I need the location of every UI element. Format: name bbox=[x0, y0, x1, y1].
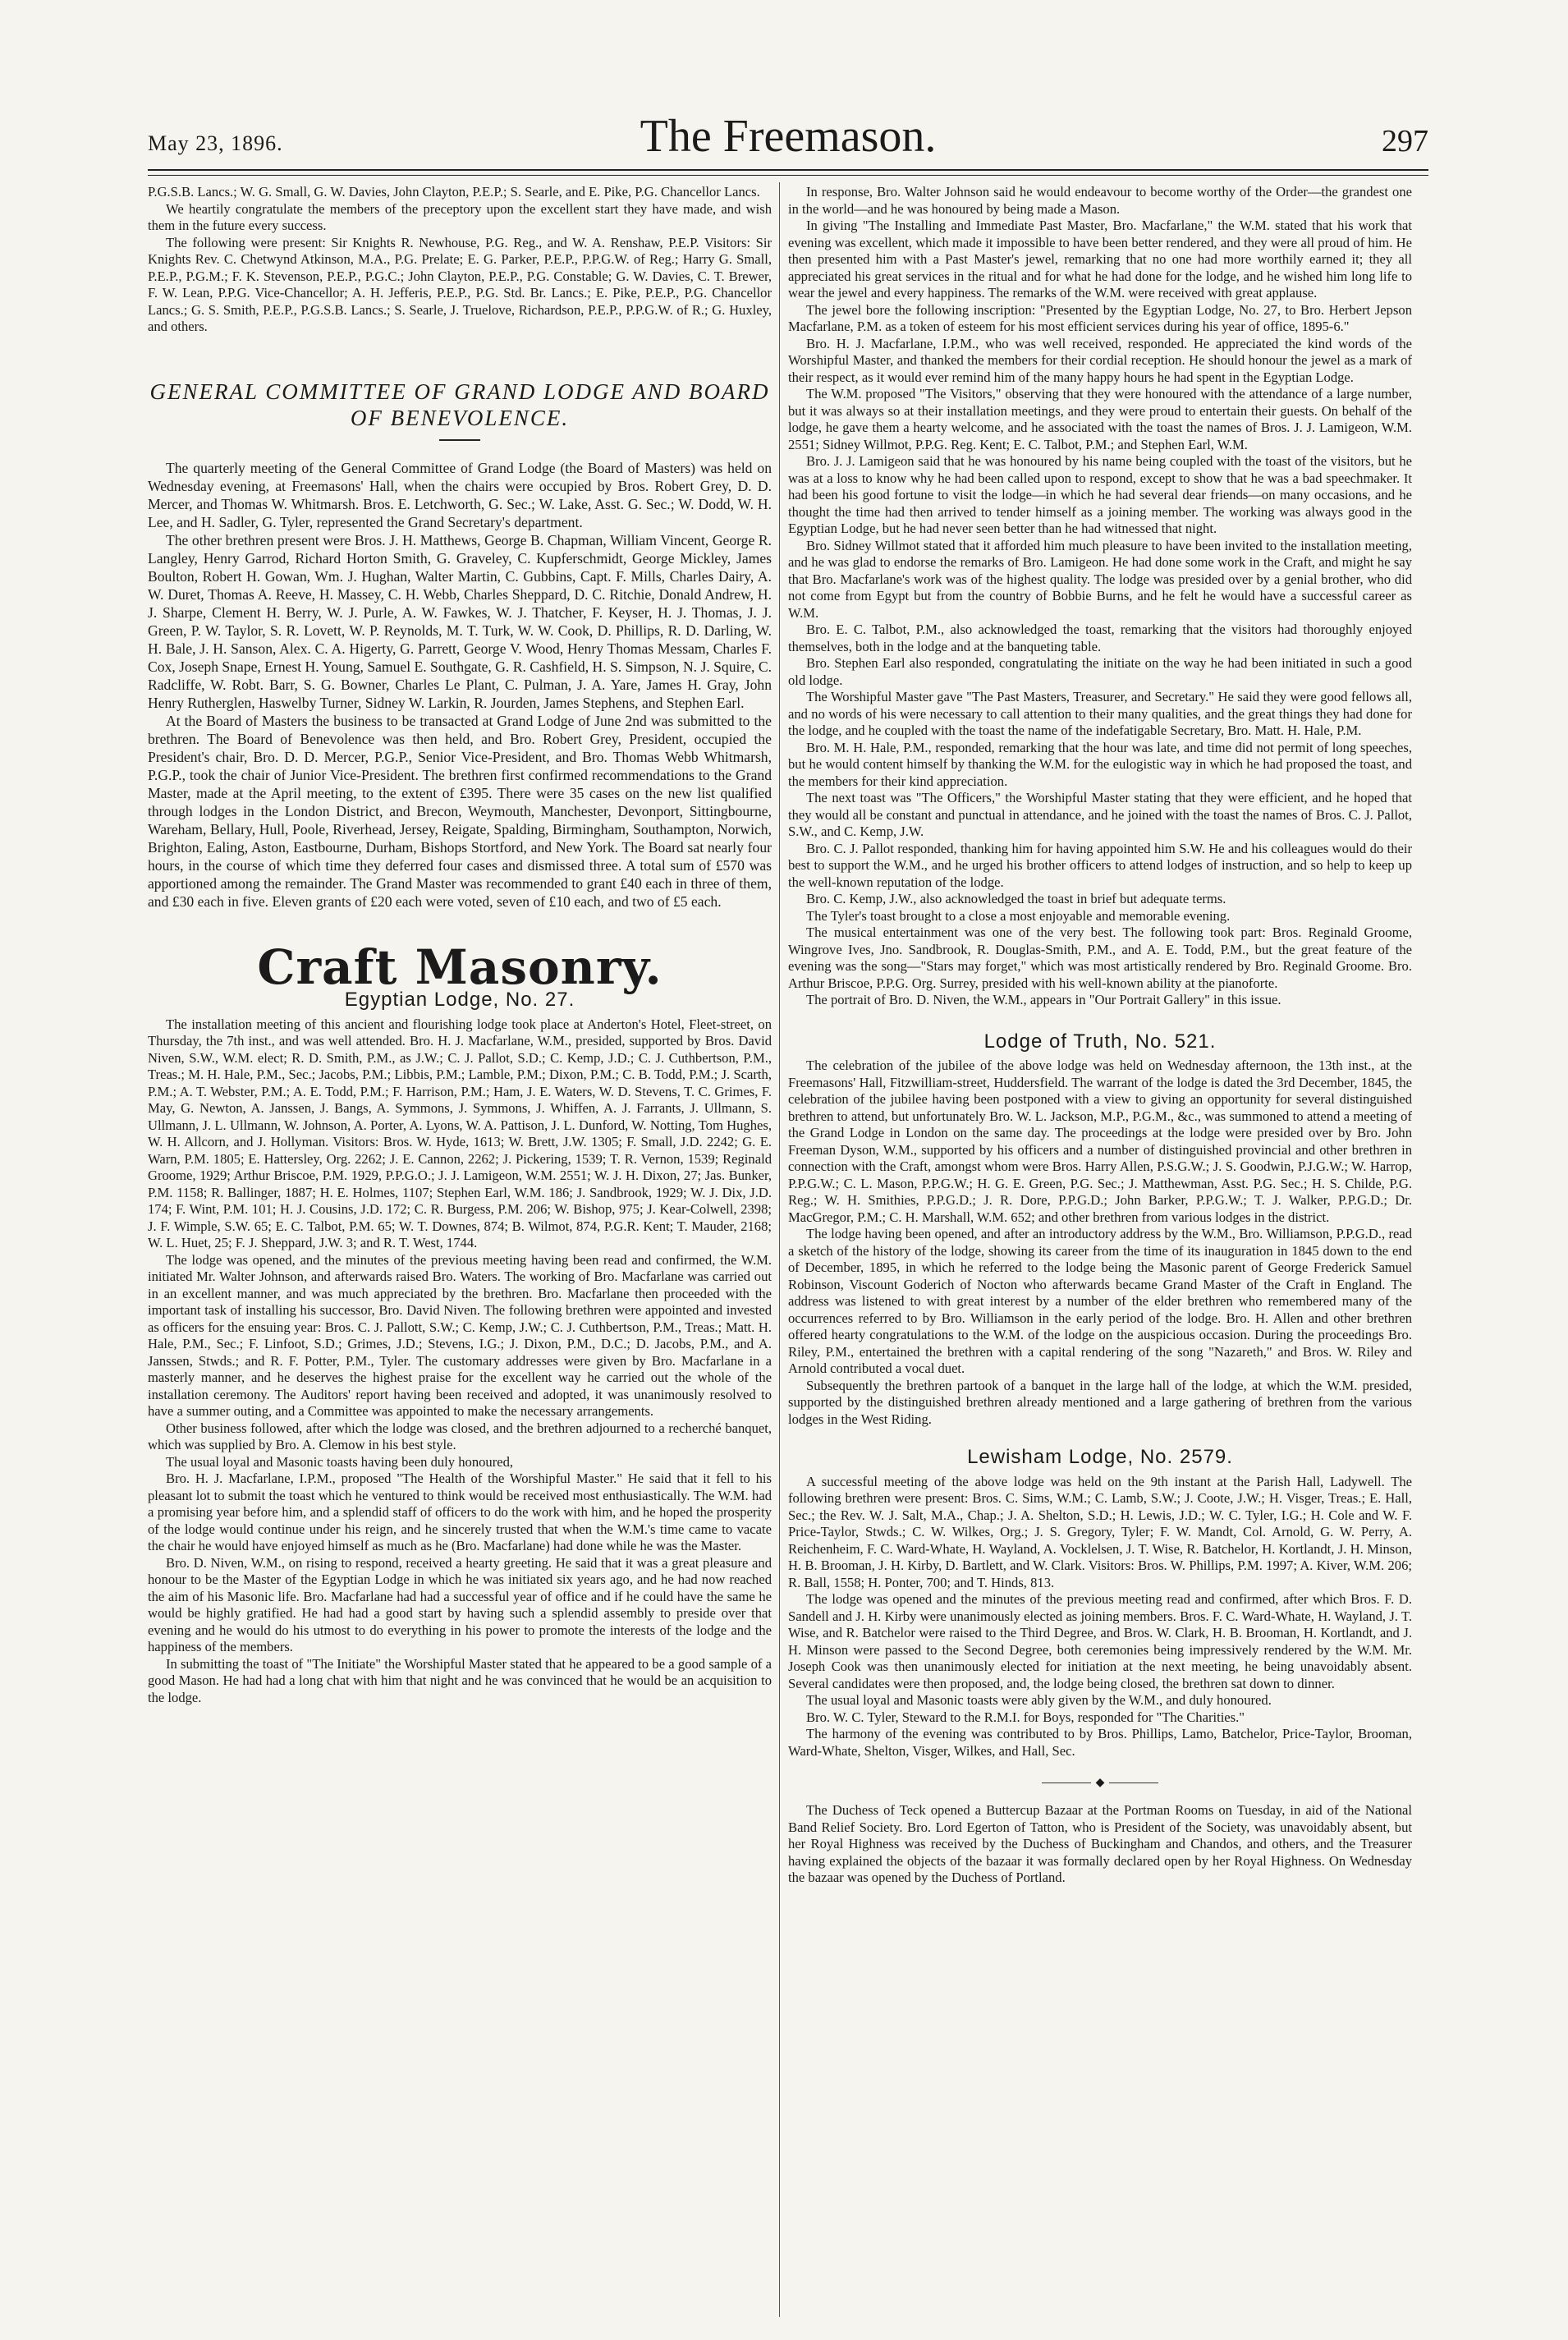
paragraph: The other brethren present were Bros. J. H. Matthews, George B. Chapman, William Vincent, George R. Langley, Henry Garrod, Richard Horton Smith, G. Graveley, C. Kupferschmidt, George Mickley, James Boulton, Robert H. Gowan, Wm. J. Hughan, Walter Martin, C. Gubbins, Capt. F. Mills, Charles Dairy, A. W. Duret, Thomas A. Reeve, H. Massey, C. H. Webb, Charles Sheppard, D. C. Ritchie, Donald Andrew, H. J. Sharpe, Clement H. Berry, W. J. Purle, A. W. Fawkes, W. J. Thatcher, F. Keyser, H. J. Thomas, J. J. Green, P. W. Taylor, S. R. Lovett, W. P. Reynolds, M. T. Turk, W. W. Cook, D. Phillips, R. D. Darling, W. H. Bale, J. H. Sanson, Alex. C. A. Higerty, G. Parrett, George V. Wood, Henry Thomas Messam, Charles F. Cox, Joseph Snape, Ernest H. Young, Samuel E. Southgate, G. R. Cashfield, H. S. Simpson, N. J. Squire, C. Radcliffe, W. Robt. Barr, S. G. Bowner, Charles Le Plant, C. Pulman, J. A. Yare, James H. Gray, John Henry Rutherglen, Haswelby Turner, Sidney W. Larkin, R. Jourden, James Stephens, and Stephen Earl. bbox=[148, 531, 772, 711]
section-separator: ◆ bbox=[788, 1778, 1412, 1789]
paragraph: The Worshipful Master gave "The Past Masters, Treasurer, and Secretary." He said they were good fellows all, and no words of his were necessary to call attention to their many qualities, and the great things they had done for the lodge, and he coupled with the toast the name of the indefatigable Secretary, Bro. Matt. H. Hale, P.M. bbox=[788, 689, 1412, 738]
paragraph: The quarterly meeting of the General Committee of Grand Lodge (the Board of Masters) was held on Wednesday evening, at Freemasons' Hall, when the chairs were occupied by Bros. Robert Grey, D. D. Mercer, and Thomas W. Whitmarsh. Bros. E. Letchworth, G. Sec.; W. Lake, Asst. G. Sec.; W. Dodd, W. H. Lee, and H. Sadler, G. Tyler, represented the Grand Secretary's department. bbox=[148, 459, 772, 530]
lewisham-lodge-article bbox=[788, 1474, 1412, 1760]
egyptian-lodge-continued bbox=[788, 184, 1412, 1009]
section-rule bbox=[439, 439, 480, 441]
paragraph: The installation meeting of this ancient and flourishing lodge took place at Anderton's Hotel, Fleet-street, on Thursday, the 7th inst., and was well attended. Bro. H. J. Macfarlane, W.M., presided, supported by Bros. David Niven, S.W., W.M. elect; R. D. Smith, P.M., as J.W.; C. J. Pallot, S.D.; C. Kemp, J.D.; C. J. Cuthbertson, P.M., Treas.; M. H. Hale, P.M., Sec.; Jacobs, P.M.; Libbis, P.M.; Lamble, P.M.; Dixon, P.M.; C. B. Todd, P.M.; J. Scarth, P.M.; A. T. Webster, P.M.; A. E. Todd, P.M.; F. Harrison, P.M.; Ham, J. E. Waters, W. D. Stevens, T. C. Grimes, F. May, G. Newton, A. Janssen, J. Bangs, A. Symmons, J. Symmons, J. Whiffen, A. J. Farrants, J. Ullmann, S. Ullmann, J. L. Ullmann, W. Johnson, A. Porter, A. Lyons, W. A. Pattison, J. L. Dunford, W. Notting, Tom Hughes, W. H. Allcorn, and J. Hollyman. Visitors: Bros. W. Hyde, 1613; W. Brett, J.W. 1305; F. Small, J.D. 2242; G. E. Warn, P.M. 1805; E. Hattersley, Org. 2262; J. E. Cannon, 2262; J. Pickering, 1539; T. R. Vernon, 1539; Reginald Groome, 1929; Arthur Briscoe, P.M. 1929, P.P.G.O.; J. J. Lamigeon, W.M. 2551; W. J. H. Dixon, 27; Jas. Bunker, P.M. 1158; R. Ballinger, 1887; H. E. Holmes, 1107; Stephen Earl, W.M. 186; J. Sandbrook, 1929; W. J. Dix, J.D. 174; F. Wint, P.M. 101; H. J. Cousins, J.D. 172; C. R. Burgess, P.M. 206; W. Bishop, 975; J. Kear-Colwell, 2398; J. F. Wimple, S.W. 65; E. C. Talbot, P.M. 65; W. T. Downes, 874; B. Wilmot, 874, P.G.R. Kent; T. Mauder, 2168; W. L. Huet, 25; F. J. Sheppard, J.W. 3; and R. T. West, 1744. bbox=[148, 1016, 772, 1251]
paragraph: At the Board of Masters the business to be transacted at Grand Lodge of June 2nd was submitted to the brethren. The Board of Benevolence was then held, and Bro. Robert Grey, President, occupied the President's chair, Bro. D. D. Mercer, P.G.P., Senior Vice-President, and Bro. Thomas Webb Whitmarsh, P.G.P., took the chair of Junior Vice-President. The brethren first confirmed recommendations to the Grand Master, made at the April meeting, to the extent of £395. There were 35 cases on the new list qualified through lodges in the London District, and Brecon, Weymouth, Manchester, Devonport, Sittingbourne, Wareham, Bellary, Hull, Poole, Riverhead, Jersey, Reigate, Spalding, Birmingham, Southampton, Norwich, Brighton, Ealing, Aston, Eastbourne, Durham, Bishops Stortford, and New York. The Board sat nearly four hours, in the course of which time they deferred four cases and dismissed three. A total sum of £570 was apportioned among the remainder. The Grand Master was recommended to grant £40 each in three of them, and £30 each in five. Eleven grants of £20 each were voted, seven of £10 each, and two of £5 each. bbox=[148, 712, 772, 910]
general-committee-article bbox=[148, 459, 772, 911]
paragraph: The lodge having been opened, and after an introductory address by the W.M., Bro. Williamson, P.P.G.D., read a sketch of the history of the lodge, showing its career from the time of its inauguration in 1845 down to the end of December, 1895, in which he referred to the lodge being the Masonic parent of George Frederick Samuel Robinson, Viscount Goderich of Nocton who afterwards became Grand Master of the Craft in England. The address was listened to with great interest by a number of the elder brethren who remembered many of the occurrences referred to by Bro. Williamson in the early period of the lodge. Bro. H. Allen and other brethren offered hearty congratulations to the W.M. of the lodge on the auspicious occasion. During the proceedings Bro. Riley, P.M., entertained the brethren with a capital rendering of the song "Nazareth," and Bros. W. Riley and Arnold contributed a vocal duet. bbox=[788, 1226, 1412, 1377]
paragraph: Subsequently the brethren partook of a banquet in the large hall of the lodge, at which the W.M. presided, supported by the distinguished brethren already mentioned and a large gathering of brethren from the various lodges in the West Riding. bbox=[788, 1377, 1412, 1427]
paragraph: We heartily congratulate the members of the preceptory upon the excellent start they have made, and wish them in the future every success. bbox=[148, 200, 772, 233]
paragraph: The jewel bore the following inscription: "Presented by the Egyptian Lodge, No. 27, to Bro. Herbert Jepson Macfarlane, P.M. as a token of esteem for his most efficient services during his year of office, 1895-6." bbox=[788, 301, 1412, 334]
issue-date: May 23, 1896. bbox=[148, 131, 283, 155]
craft-masonry-heading: Craft Masonry. bbox=[257, 938, 663, 995]
masthead-rule bbox=[148, 169, 1428, 171]
paragraph: Bro. Sidney Willmot stated that it afforded him much pleasure to have been invited to the installation meeting, and he was glad to endorse the remarks of Bro. Lamigeon. He had done some work in the Craft, and might he say that Bro. Macfarlane's work was of the highest quality. The lodge was presided over by a genial brother, who did not come from Egypt but from the country of Bobbie Burns, and he felt he would have a successful career as W.M. bbox=[788, 537, 1412, 621]
paragraph: Bro. D. Niven, W.M., on rising to respond, received a hearty greeting. He said that it was a great pleasure and honour to be the Master of the Egyptian Lodge in which he was initiated six years ago, and he had now reached the aim of his Masonic life. Bro. Macfarlane had had a successful year of office and if he could have the same he would be highly gratified. He had had a good start by having such a splendid assembly to preside over that evening and he would do his utmost to do everything in his power to promote the interests of the lodge and the happiness of the members. bbox=[148, 1554, 772, 1655]
paragraph: In submitting the toast of "The Initiate" the Worshipful Master stated that he appeared to be a good sample of a good Mason. He had had a long chat with him that night and he was convinced that he would be an acquisition to the lodge. bbox=[148, 1655, 772, 1705]
paragraph: Bro. M. H. Hale, P.M., responded, remarking that the hour was late, and time did not permit of long speeches, but he would content himself by thanking the W.M. for the eulogistic way in which he had proposed the toast, and the members for their kind appreciation. bbox=[788, 739, 1412, 789]
duchess-of-teck-note bbox=[788, 1802, 1412, 1887]
paragraph: The lodge was opened and the minutes of the previous meeting read and confirmed, after which Bros. F. D. Sandell and J. H. Kirby were unanimously elected as joining members. Bros. F. C. Ward-Whate, H. Wayland, J. T. Wise, and R. Batchelor were raised to the Third Degree, and Bros. W. Clark, H. B. Brooman, H. Kortlandt, and J. H. Minson were passed to the Second Degree, both ceremonies being impressively rendered by the W.M. Mr. Joseph Cook was then unanimously elected for initiation at the next meeting, he being unavoidably absent. Several candidates were then proposed, and, the lodge being closed, the brethren sat down to dinner. bbox=[788, 1591, 1412, 1691]
paragraph: Bro. H. J. Macfarlane, I.P.M., proposed "The Health of the Worshipful Master." He said that it fell to his pleasant lot to submit the toast which he ventured to think would be received most enthusiastically. The W.M. had a promising year before him, and a splendid staff of officers to do the work with him, and he hoped the prosperity of the lodge would continue under his reign, and he sincerely trusted that when the W.M.'s time came to vacate the chair he would have enjoyed himself as much as he (Bro. Macfarlane) had done while he was the Master. bbox=[148, 1471, 772, 1554]
paragraph: In giving "The Installing and Immediate Past Master, Bro. Macfarlane," the W.M. stated that his work that evening was excellent, which made it impossible to have been better rendered, and they were all proud of him. He then presented him with a Past Master's jewel, remarking that no one had more worthily earned it; they all appreciated his great services in the ritual and for what he had done for the lodge, and he wished him long life to wear the jewel and every happiness. The remarks of the W.M. were received with great applause. bbox=[788, 218, 1412, 301]
egyptian-lodge-article bbox=[148, 1016, 772, 1707]
paragraph: Bro. J. J. Lamigeon said that he was honoured by his name being coupled with the toast of the visitors, but he was at a loss to know why he had been called upon to respond, except to show that he was a bad speechmaker. It had been his good fortune to visit the lodge—in which he had several dear friends—on many occasions, and he thought the time had then arrived to tender himself as a joining member. The working was always good in the Egyptian Lodge, but he had never seen better than he had witnessed that night. bbox=[788, 453, 1412, 536]
lodge-of-truth-article bbox=[788, 1058, 1412, 1428]
paragraph: Other business followed, after which the lodge was closed, and the brethren adjourned to a recherché banquet, which was supplied by Bro. A. Clemow in his best style. bbox=[148, 1420, 772, 1453]
paragraph: The portrait of Bro. D. Niven, the W.M., appears in "Our Portrait Gallery" in this issue. bbox=[806, 992, 1281, 1007]
newspaper-title: The Freemason. bbox=[640, 111, 937, 162]
paragraph: Bro. C. Kemp, J.W., also acknowledged the toast in brief but adequate terms. bbox=[806, 891, 1226, 906]
paragraph: The W.M. proposed "The Visitors," observing that they were honoured with the attendance of a large number, but it was always so at their installation meetings, and they were proud to entertain their guests. On behalf of the lodge, he gave them a hearty welcome, and he associated with the toast the names of Bros. J. J. Lamigeon, W.M. 2551; Sidney Willmot, P.P.G. Reg. Kent; E. C. Talbot, P.M.; and Stephen Earl, W.M. bbox=[788, 386, 1412, 452]
egyptian-lodge-heading: Egyptian Lodge, No. 27. bbox=[344, 989, 575, 1012]
paragraph: P.G.S.B. Lancs.; W. G. Small, G. W. Davies, John Clayton, P.E.P.; S. Searle, and E. Pike, P.G. Chancellor Lancs. bbox=[148, 184, 760, 200]
column-divider bbox=[779, 182, 780, 2317]
paragraph: Bro. C. J. Pallot responded, thanking him for having appointed him S.W. He and his colleagues would do their best to support the W.M., and he urged his brother officers to attend lodges of instruction, and so help to keep up the well-known reputation of the lodge. bbox=[788, 840, 1412, 890]
masthead-rule-thin bbox=[148, 175, 1428, 176]
paragraph: The celebration of the jubilee of the above lodge was held on Wednesday afternoon, the 13th inst., at the Freemasons' Hall, Fitzwilliam-street, Huddersfield. The warrant of the lodge is dated the 3rd December, 1845, the celebration of the jubilee having been postponed with a view to giving an opportunity for several distinguished brethren to attend, but unfortunately Bro. W. L. Jackson, M.P., P.G.M., &c., was summoned to attend a meeting of the Grand Lodge in London on the same day. The proceedings at the lodge were presided over by Bro. John Freeman Dyson, W.M., supported by his officers and a number of distinguished provincial and other brethren in connection with the Craft, amongst whom were Bros. Harry Allen, P.S.G.W.; J. S. Goodwin, P.J.G.W.; W. Harrop, P.P.G.W.; C. L. Mason, P.P.G.W.; H. G. E. Green, P.G. Sec.; J. Matthewman, Asst. P.G. Sec.; H. S. Childe, P.G. Reg.; W. H. Smithies, P.P.G.D.; J. R. Dore, P.P.G.D.; John Barker, P.P.G.W.; T. J. Walker, P.P.G.D.; Dr. MacGregor, P.M.; C. H. Marshall, W.M. 652; and other brethren from various lodges in the district. bbox=[788, 1058, 1412, 1225]
preceptory-report-end bbox=[148, 184, 772, 336]
masthead bbox=[148, 110, 1428, 167]
left-column bbox=[148, 184, 772, 1706]
paragraph: The usual loyal and Masonic toasts having been duly honoured, bbox=[166, 1453, 514, 1470]
paragraph: In response, Bro. Walter Johnson said he would endeavour to become worthy of the Order—the grandest one in the world—and he was honoured by being made a Mason. bbox=[788, 184, 1412, 217]
paragraph: The Tyler's toast brought to a close a most enjoyable and memorable evening. bbox=[806, 907, 1231, 924]
paragraph: The following were present: Sir Knights R. Newhouse, P.G. Reg., and W. A. Renshaw, P.E.P. Visitors: Sir Knights Rev. C. Chetwynd Atkinson, M.A., P.G. Prelate; E. G. Parker, P.E.P., P.P.G.W. of Reg.; Harry G. Small, P.E.P., P.G.M.; F. K. Stevenson, P.E.P., P.G.C.; John Clayton, P.E.P., P.G. Constable; G. W. Davies, C. T. Brewer, F. W. Lean, P.P.G. Vice-Chancellor; A. H. Jefferis, P.E.P., P.G. Std. Br. Lancs.; E. Pike, P.E.P., P.G. Chancellor Lancs.; G. S. Smith, P.E.P., P.G.S.B. Lancs.; S. Searle, J. Truelove, Richardson, P.E.P., P.P.G.W. of R.; G. Huxley, and others. bbox=[148, 234, 772, 334]
paragraph: The lodge was opened, and the minutes of the previous meeting having been read and confirmed, the W.M. initiated Mr. Walter Johnson, and afterwards raised Bro. Waters. The working of Bro. Macfarlane was carried out in an excellent manner, and was much appreciated by the brethren. Bro. Macfarlane then proceeded with the important task of installing his successor, Bro. David Niven. The following brethren were appointed and invested as officers for the ensuing year: Bros. C. J. Pallott, S.W.; C. Kemp, J.W.; C. J. Cuthbertson, P.M., Treas.; Matt. H. Hale, P.M., Sec.; F. Linfoot, S.D.; Grimes, J.D.; Stevens, I.G.; J. Dixon, P.M., D.C.; D. Jacobs, P.M., and A. Janssen, Stwds.; and R. F. Potter, P.M., Tyler. The customary addresses were given by Bro. Macfarlane in a masterly manner, and he deserves the highest praise for the excellent way he carried out the whole of the installation ceremony. The Auditors' report having been received and adopted, it was unanimously resolved to have a summer outing, and a Committee was appointed to make the necessary arrangements. bbox=[148, 1251, 772, 1420]
paragraph: The harmony of the evening was contributed to by Bros. Phillips, Lamo, Batchelor, Price-Taylor, Brooman, Ward-Whate, Shelton, Visger, Wilkes, and Hall, Sec. bbox=[788, 1726, 1412, 1759]
general-committee-heading: GENERAL COMMITTEE OF GRAND LODGE AND BOARD OF BENEVOLENCE. bbox=[149, 379, 770, 430]
paragraph: Bro. Stephen Earl also responded, congratulating the initiate on the way he had been initiated in such a good old lodge. bbox=[788, 655, 1412, 688]
lewisham-lodge-heading: Lewisham Lodge, No. 2579. bbox=[967, 1446, 1233, 1469]
paragraph: The next toast was "The Officers," the Worshipful Master stating that they were efficient, and he hoped that they would all be constant and punctual in attendance, and he joined with the toast the names of Bros. C. J. Pallot, S.W., and C. Kemp, J.W. bbox=[788, 790, 1412, 839]
paragraph: The usual loyal and Masonic toasts were ably given by the W.M., and duly honoured. bbox=[806, 1692, 1272, 1709]
paragraph: Bro. W. C. Tyler, Steward to the R.M.I. for Boys, responded for "The Charities." bbox=[806, 1709, 1245, 1725]
page-number: 297 bbox=[1382, 124, 1428, 158]
lodge-of-truth-heading: Lodge of Truth, No. 521. bbox=[983, 1030, 1217, 1053]
paragraph: Bro. E. C. Talbot, P.M., also acknowledged the toast, remarking that the visitors had thoroughly enjoyed themselves, both in the lodge and at the banqueting table. bbox=[788, 622, 1412, 654]
paragraph: The musical entertainment was one of the very best. The following took part: Bros. Reginald Groome, Wingrove Ives, Jno. Sandbrook, R. Douglas-Smith, P.M., and A. E. Todd, P.M., but the great feature of the evening was the song—"Stars may forget," which was most artistically rendered by Bro. Reginald Groome. Bro. Arthur Briscoe, P.P.G. Org. Surrey, presided with his well-known ability at the pianoforte. bbox=[788, 925, 1412, 991]
right-column bbox=[788, 184, 1412, 1887]
paragraph: Bro. H. J. Macfarlane, I.P.M., who was well received, responded. He appreciated the kind words of the Worshipful Master, and thanked the members for their cordial reception. He should honour the jewel as a mark of their respect, as it would ever remind him of the many happy hours he had spent in the Egyptian Lodge. bbox=[788, 335, 1412, 385]
paragraph: A successful meeting of the above lodge was held on the 9th instant at the Parish Hall, Ladywell. The following brethren were present: Bros. C. Sims, W.M.; C. Lamb, S.W.; J. Coote, J.W.; H. Visger, Treas.; E. Hall, Sec.; the Rev. W. J. Salt, M.A., Chap.; J. A. Shelton, S.D.; H. Lewis, J.D.; W. C. Tyler, I.G.; H. Cole and W. F. Price-Taylor, Stwds.; C. W. Wilkes, Org.; J. S. Gregory, Tyler; F. W. Mandt, Col. Arnold, G. W. Perry, A. Reichenheim, F. C. Ward-Whate, H. Wayland, A. Vocklelsen, J. T. Wise, R. Batchelor, H. Kortlandt, J. H. Minson, H. B. Brooman, J. H. Kirby, D. Bartlett, and W. Clark. Visitors: Bros. W. Phillips, P.M. 1997; A. Kiver, W.M. 206; R. Ball, 1558; H. Ponter, 700; and T. Hinds, 813. bbox=[788, 1473, 1412, 1590]
paragraph: The Duchess of Teck opened a Buttercup Bazaar at the Portman Rooms on Tuesday, in aid of the National Band Relief Society. Bro. Lord Egerton of Tatton, who is President of the Society, was unavoidably absent, but her Royal Highness was received by the Duchess of Buckingham and Chandos, and others, and the Treasurer having explained the objects of the bazaar it was formally declared open by her Royal Highness. On Wednesday the bazaar was opened by the Duchess of Portland. bbox=[788, 1802, 1412, 1886]
